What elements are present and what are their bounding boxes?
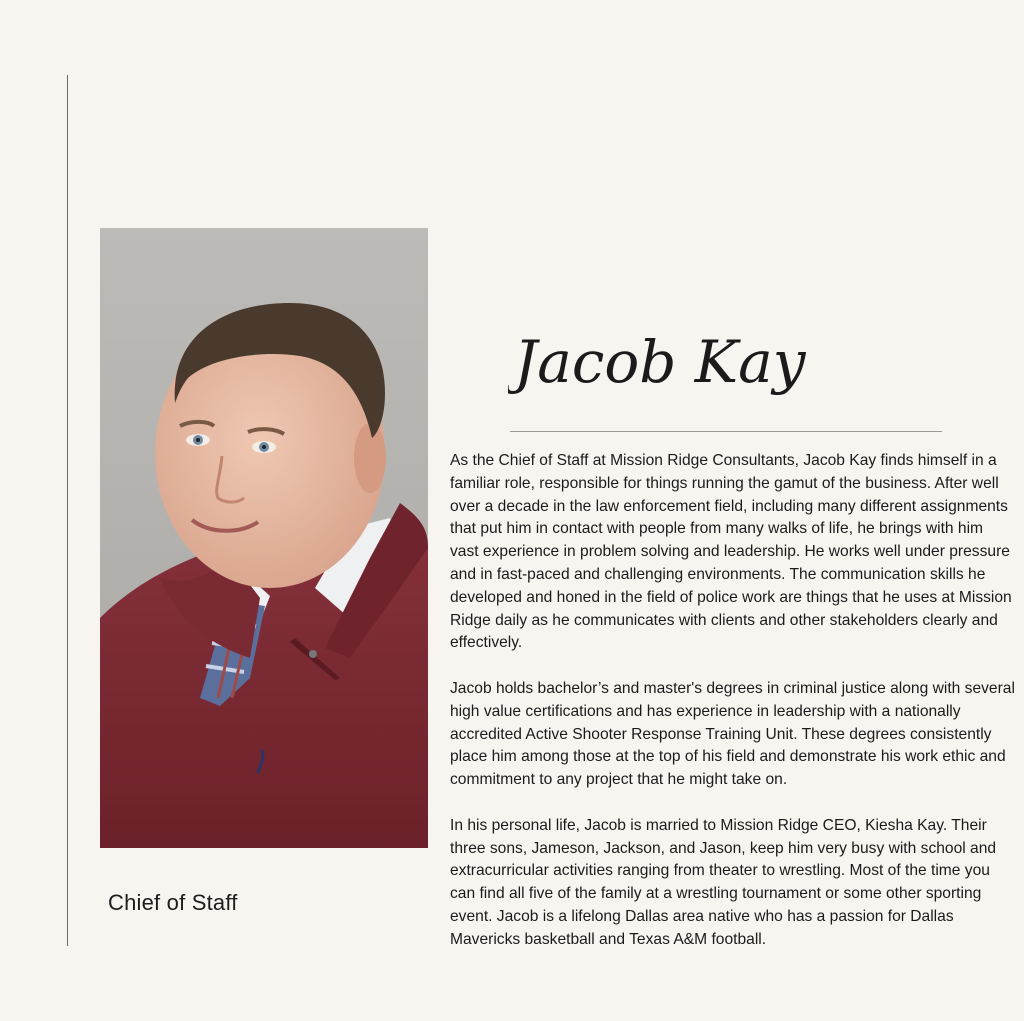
bio-paragraph-3: In his personal life, Jacob is married to Mission Ridge CEO, Kiesha Kay. Their three sons, Jameson, Jackson, and Jason, keep him very busy with school and extracurricular activities ranging from theater to wrestling. Most of the time you can find all five of the family at a wrestling tournament or some other sporting event. Jacob is a lifelong Dallas area native who has a passion for Dallas Mavericks basketball and Texas A&M football. <box>450 816 997 948</box>
bio-paragraph-2: Jacob holds bachelor’s and master's degrees in criminal justice along with several high value certifications and has experience in leadership with a nationally accredited Active Shooter Response Training Unit. These degrees consistently place him among those at the top of his field and demonstrate his work ethic and commitment to any project that he might take on. <box>450 679 1015 789</box>
vertical-divider-line <box>67 75 68 946</box>
biography <box>450 450 1015 952</box>
job-title: Chief of Staff <box>108 890 238 915</box>
signature-underline <box>510 431 942 432</box>
name-signature <box>508 300 948 430</box>
bio-paragraph-1: As the Chief of Staff at Mission Ridge Consultants, Jacob Kay finds himself in a familiar role, responsible for things running the gamut of the business. After well over a decade in the law enforcement field, including many different assignments that put him in contact with people from many walks of life, he brings with him vast experience in problem solving and leadership. He works well under pressure and in fast-paced and challenging environments. The communication skills he developed and honed in the field of police work are things that he uses at Mission Ridge daily as he communicates with clients and other stakeholders clearly and effectively. <box>450 452 1012 652</box>
signature-text: Jacob Kay <box>514 328 806 396</box>
portrait-photo <box>100 228 428 848</box>
